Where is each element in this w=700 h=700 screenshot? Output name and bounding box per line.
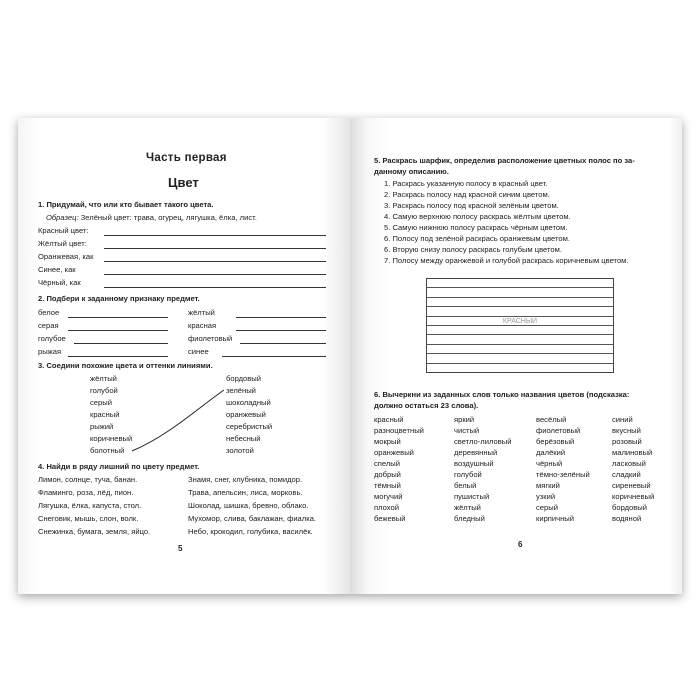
task2-word: рыжая — [38, 347, 62, 356]
scarf-grid — [426, 278, 614, 373]
word-item[interactable]: мокрый — [374, 437, 401, 446]
word-item[interactable]: далёкий — [536, 448, 566, 457]
task4-row: Снеговик, мышь, слон, волк. — [38, 514, 139, 523]
example-text: Зелёный цвет: трава, огурец, лягушка, ёлка, лист. — [80, 213, 257, 222]
task3-heading: 3. Соедини похожие цвета и оттенки линиями. — [38, 361, 213, 370]
scarf-stripe[interactable] — [427, 307, 613, 316]
match-word-left[interactable]: жёлтый — [90, 374, 117, 383]
match-word-left[interactable]: голубой — [90, 386, 118, 395]
task2-word: белое — [38, 308, 60, 317]
task2-word: жёлтый — [188, 308, 215, 317]
task4-row: Небо, крокодил, голубика, василёк. — [188, 527, 313, 536]
word-item[interactable]: синий — [612, 415, 633, 424]
word-item[interactable]: оранжевый — [374, 448, 414, 457]
instruction-item: 5. Самую нижнюю полосу раскрась чёрным цветом. — [384, 223, 568, 232]
left-page — [18, 118, 350, 594]
scarf-stripe[interactable] — [427, 335, 613, 344]
scarf-stripe[interactable] — [427, 364, 613, 373]
match-word-right[interactable]: шоколадный — [226, 398, 271, 407]
task4-row: Фламинго, роза, лёд, пион. — [38, 488, 134, 497]
word-item[interactable]: кирпичный — [536, 514, 574, 523]
section-title: Цвет — [168, 175, 199, 190]
scarf-stripe[interactable] — [427, 345, 613, 354]
word-item[interactable]: пушистый — [454, 492, 490, 501]
match-word-left[interactable]: коричневый — [90, 434, 133, 443]
task2-word: синее — [188, 347, 209, 356]
word-item[interactable]: коричневый — [612, 492, 655, 501]
word-item[interactable]: берёзовый — [536, 437, 575, 446]
word-item[interactable]: малиновый — [612, 448, 653, 457]
task2-word: фиолетовый — [188, 334, 233, 343]
task2-word: голубое — [38, 334, 66, 343]
task4-row: Лимон, солнце, туча, банан. — [38, 475, 138, 484]
scarf-stripe[interactable] — [427, 298, 613, 307]
scarf-stripe-label: КРАСНЫЙ — [502, 317, 538, 325]
word-item[interactable]: красный — [374, 415, 404, 424]
word-item[interactable]: розовый — [612, 437, 642, 446]
instruction-item: 1. Раскрась указанную полосу в красный цвет. — [384, 179, 548, 188]
word-item[interactable]: бледный — [454, 514, 485, 523]
instruction-item: 6. Полосу под зелёной раскрась оранжевым цветом. — [384, 234, 570, 243]
match-word-left[interactable]: серый — [90, 398, 112, 407]
word-item[interactable]: сладкий — [612, 470, 641, 479]
task6-heading-line2: должно остаться 23 слова). — [374, 401, 479, 410]
scarf-stripe[interactable] — [427, 326, 613, 335]
word-item[interactable]: светло-лиловый — [454, 437, 512, 446]
word-item[interactable]: плохой — [374, 503, 399, 512]
word-item[interactable]: мягкий — [536, 481, 560, 490]
word-item[interactable]: добрый — [374, 470, 401, 479]
instruction-item: 7. Полосу между оранжевой и голубой раскрась коричневым цветом. — [384, 256, 629, 265]
task1-row-label: Оранжевая, как — [38, 252, 94, 261]
task1-row-label: Красный цвет: — [38, 226, 89, 235]
word-item[interactable]: бордовый — [612, 503, 648, 512]
word-item[interactable]: голубой — [454, 470, 482, 479]
word-item[interactable]: жёлтый — [454, 503, 481, 512]
scarf-stripe[interactable] — [427, 288, 613, 297]
task1-row-label: Жёлтый цвет: — [38, 239, 87, 248]
word-item[interactable]: серый — [536, 503, 558, 512]
task5-heading-line1: 5. Раскрась шарфик, определив расположение цветных полос по за- — [374, 156, 635, 165]
word-item[interactable]: разноцветный — [374, 426, 424, 435]
word-item[interactable]: тёмный — [374, 481, 401, 490]
match-word-right[interactable]: оранжевый — [226, 410, 266, 419]
word-item[interactable]: бежевый — [374, 514, 406, 523]
word-item[interactable]: могучий — [374, 492, 403, 501]
word-item[interactable]: узкий — [536, 492, 556, 501]
match-word-right[interactable]: зелёный — [226, 386, 256, 395]
example-label: Образец: — [46, 213, 79, 222]
task2-word: красная — [188, 321, 217, 330]
match-word-left[interactable]: болотный — [90, 446, 125, 455]
task4-row: Лягушка, ёлка, капуста, стол. — [38, 501, 142, 510]
scarf-stripe[interactable] — [427, 279, 613, 288]
match-word-right[interactable]: золотой — [226, 446, 254, 455]
task4-row: Мухомор, слива, баклажан, фиалка. — [188, 514, 317, 523]
word-item[interactable]: белый — [454, 481, 477, 490]
match-word-left[interactable]: рыжий — [90, 422, 114, 431]
task4-row: Трава, апельсин, лиса, морковь. — [188, 488, 303, 497]
match-word-right[interactable]: серебристый — [226, 422, 273, 431]
word-item[interactable]: ласковый — [612, 459, 646, 468]
page-number: 5 — [178, 544, 183, 553]
word-item[interactable]: спелый — [374, 459, 401, 468]
task1-row-label: Чёрный, как — [38, 278, 81, 287]
match-word-right[interactable]: небесный — [226, 434, 261, 443]
word-item[interactable]: вкусный — [612, 426, 641, 435]
instruction-item: 3. Раскрась полосу под красной зелёным цветом. — [384, 201, 559, 210]
scarf-stripe-red[interactable] — [427, 317, 613, 326]
word-item[interactable]: тёмно-зелёный — [536, 470, 590, 479]
task4-row: Снежинка, бумага, земля, яйцо. — [38, 527, 151, 536]
instruction-item: 2. Раскрась полосу над красной синим цветом. — [384, 190, 550, 199]
instruction-item: 6. Вторую снизу полосу раскрась голубым цветом. — [384, 245, 562, 254]
task4-row: Знамя, снег, клубника, помидор. — [188, 475, 303, 484]
match-word-left[interactable]: красный — [90, 410, 120, 419]
task5-heading-line2: данному описанию. — [374, 167, 449, 176]
match-word-right[interactable]: бордовый — [226, 374, 262, 383]
task2-word: серая — [38, 321, 59, 330]
word-item[interactable]: чёрный — [536, 459, 563, 468]
scarf-stripe[interactable] — [427, 354, 613, 363]
word-item[interactable]: деревянный — [454, 448, 498, 457]
part-title: Часть первая — [146, 152, 227, 164]
task1-row-label: Синее, как — [38, 265, 76, 274]
task4-heading: 4. Найди в ряду лишний по цвету предмет. — [38, 462, 200, 471]
task4-row: Шоколад, шишка, бревно, облако. — [188, 501, 309, 510]
word-item[interactable]: воздушный — [454, 459, 494, 468]
word-item[interactable]: весёлый — [536, 415, 567, 424]
word-item[interactable]: чистый — [454, 426, 480, 435]
right-page — [350, 118, 682, 594]
word-item[interactable]: фиолетовый — [536, 426, 581, 435]
instruction-item: 4. Самую верхнюю полосу раскрась жёлтым цветом. — [384, 212, 571, 221]
task1-heading: 1. Придумай, что или кто бывает такого цвета. — [38, 200, 214, 209]
page-number: 6 — [518, 540, 523, 549]
task2-heading: 2. Подбери к заданному признаку предмет. — [38, 294, 200, 303]
task6-heading-line1: 6. Вычеркни из заданных слов только названия цветов (подсказка: — [374, 390, 630, 399]
word-item[interactable]: яркий — [454, 415, 475, 424]
word-item[interactable]: водяной — [612, 514, 642, 523]
word-item[interactable]: сиреневый — [612, 481, 651, 490]
open-workbook — [18, 118, 682, 594]
